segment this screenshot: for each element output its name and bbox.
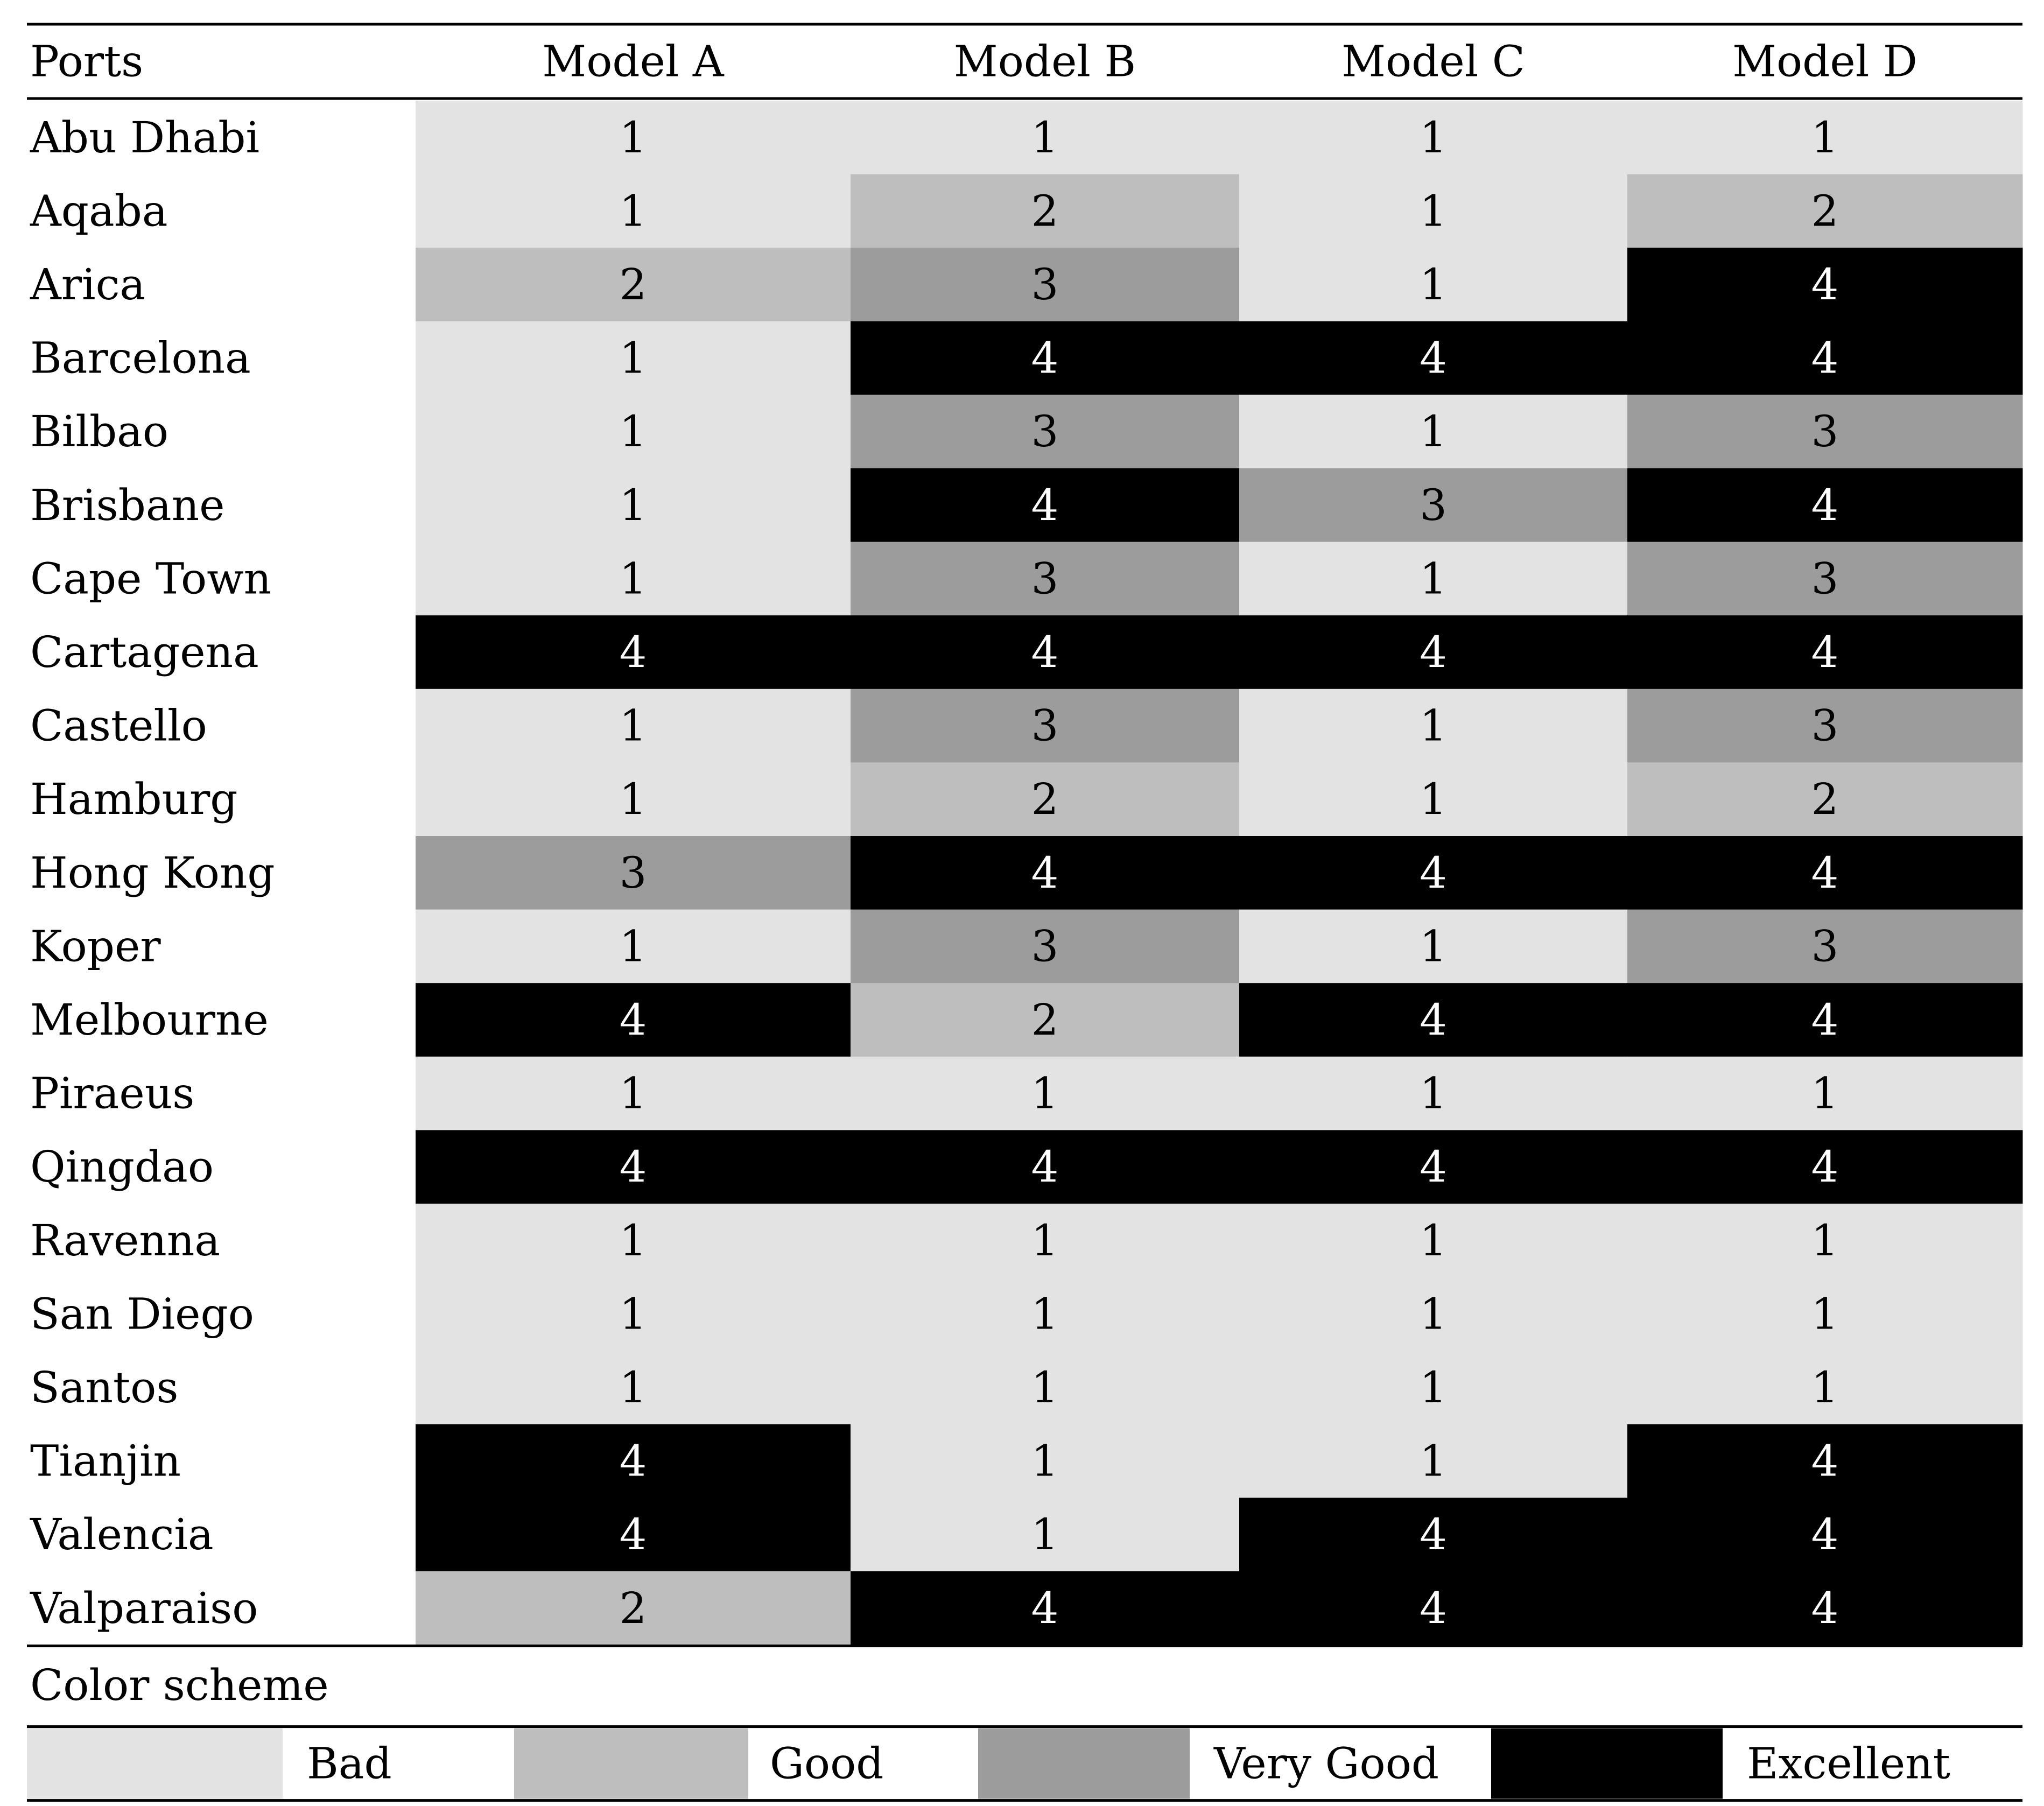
heatmap-cell-value: 1 [1420, 1436, 1447, 1486]
heatmap-cell-value: 4 [619, 1142, 647, 1192]
row-label-tianjin: Tianjin [30, 1436, 181, 1486]
row-label-brisbane: Brisbane [30, 480, 225, 530]
header-model-c: Model C [1341, 36, 1525, 87]
row-label-valencia: Valencia [30, 1509, 214, 1560]
heatmap-cell-value: 1 [619, 774, 647, 825]
heatmap-cell-value: 1 [1031, 112, 1059, 163]
heatmap-cell-value: 4 [1811, 847, 1839, 898]
legend-label-excellent: Excellent [1747, 1738, 1950, 1789]
heatmap-cell-value: 1 [619, 553, 647, 604]
heatmap-cell-value: 1 [1420, 553, 1447, 604]
heatmap-cell-value: 4 [1031, 1142, 1059, 1192]
heatmap-cell-value: 4 [1811, 627, 1839, 677]
row-label-aqaba: Aqaba [30, 186, 168, 236]
heatmap-cell-value: 1 [1031, 1362, 1059, 1413]
heatmap-cell-value: 1 [619, 1362, 647, 1413]
heatmap-cell-value: 1 [619, 406, 647, 457]
heatmap-cell-value: 1 [1811, 112, 1839, 163]
heatmap-cell-value: 4 [619, 1509, 647, 1560]
heatmap-cell-value: 2 [1031, 774, 1059, 825]
row-label-hong-kong: Hong Kong [30, 847, 275, 898]
row-label-santos: Santos [30, 1362, 179, 1413]
row-label-piraeus: Piraeus [30, 1068, 195, 1119]
heatmap-cell-value: 4 [1031, 1583, 1059, 1633]
heatmap-cell-value: 3 [1031, 406, 1059, 457]
row-label-qingdao: Qingdao [30, 1142, 214, 1192]
heatmap-cell-value: 4 [1420, 995, 1447, 1045]
heatmap-cell-value: 3 [1811, 700, 1839, 751]
row-label-hamburg: Hamburg [30, 774, 238, 825]
heatmap-cell-value: 1 [1420, 921, 1447, 972]
heatmap-cell-value: 1 [619, 921, 647, 972]
heatmap-cell-value: 1 [1811, 1362, 1839, 1413]
legend-label-bad: Bad [307, 1738, 392, 1789]
row-label-arica: Arica [30, 259, 146, 310]
heatmap-cell-value: 4 [1031, 627, 1059, 677]
legend-swatch-good [514, 1728, 748, 1799]
row-label-cape-town: Cape Town [30, 553, 272, 604]
heatmap-cell-value: 3 [1031, 921, 1059, 972]
heatmap-cell-value: 1 [1031, 1215, 1059, 1266]
heatmap-cell-value: 1 [1420, 1362, 1447, 1413]
heatmap-cell-value: 1 [619, 1068, 647, 1119]
heatmap-cell-value: 1 [619, 1215, 647, 1266]
heatmap-cell-value: 4 [1811, 995, 1839, 1045]
table-top-rule [27, 23, 2022, 26]
heatmap-cell-value: 1 [1420, 112, 1447, 163]
heatmap-cell-value: 1 [1420, 774, 1447, 825]
heatmap-cell-value: 1 [1031, 1068, 1059, 1119]
heatmap-cell-value: 1 [1031, 1289, 1059, 1339]
heatmap-cell-value: 2 [1031, 186, 1059, 236]
heatmap-cell-value: 3 [619, 847, 647, 898]
heatmap-cell-value: 4 [1031, 480, 1059, 530]
heatmap-cell-value: 2 [619, 259, 647, 310]
heatmap-cell-value: 2 [619, 1583, 647, 1633]
heatmap-cell-value: 4 [619, 627, 647, 677]
heatmap-cell-value: 4 [1420, 1583, 1447, 1633]
heatmap-cell-value: 2 [1031, 995, 1059, 1045]
heatmap-cell-value: 1 [619, 333, 647, 383]
header-bottom-rule [27, 97, 2022, 100]
heatmap-cell-value: 2 [1811, 186, 1839, 236]
row-label-barcelona: Barcelona [30, 333, 251, 383]
row-label-koper: Koper [30, 921, 161, 972]
heatmap-cell-value: 1 [619, 480, 647, 530]
heatmap-cell-value: 1 [1811, 1068, 1839, 1119]
heatmap-cell-value: 1 [1031, 1509, 1059, 1560]
legend-title: Color scheme [30, 1660, 329, 1711]
heatmap-cell-value: 4 [1420, 627, 1447, 677]
heatmap-cell-value: 1 [619, 186, 647, 236]
heatmap-cell-value: 3 [1031, 700, 1059, 751]
heatmap-cell-value: 4 [1420, 1142, 1447, 1192]
legend-bottom-rule [27, 1799, 2022, 1802]
row-label-abu-dhabi: Abu Dhabi [30, 112, 260, 163]
table-bottom-rule [27, 1645, 2022, 1647]
row-label-bilbao: Bilbao [30, 406, 169, 457]
row-label-san-diego: San Diego [30, 1289, 254, 1339]
heatmap-cell-value: 4 [1811, 1509, 1839, 1560]
legend-swatch-excellent [1491, 1728, 1723, 1799]
heatmap-cell-value: 3 [1031, 259, 1059, 310]
heatmap-cell-value: 4 [1811, 259, 1839, 310]
heatmap-cell-value: 2 [1811, 774, 1839, 825]
heatmap-cell-value: 4 [1420, 847, 1447, 898]
heatmap-cell-value: 1 [1811, 1215, 1839, 1266]
heatmap-cell-value: 4 [1031, 333, 1059, 383]
header-model-d: Model D [1732, 36, 1917, 87]
heatmap-cell-value: 4 [1811, 480, 1839, 530]
heatmap-cell-value: 4 [1811, 1436, 1839, 1486]
heatmap-cell-value: 3 [1811, 553, 1839, 604]
row-label-ravenna: Ravenna [30, 1215, 221, 1266]
legend-swatch-very-good [978, 1728, 1190, 1799]
row-label-melbourne: Melbourne [30, 995, 269, 1045]
heatmap-cell-value: 3 [1031, 553, 1059, 604]
header-model-b: Model B [953, 36, 1136, 87]
heatmap-cell-value: 1 [619, 1289, 647, 1339]
heatmap-cell-value: 1 [1420, 1289, 1447, 1339]
heatmap-cell-value: 1 [1031, 1436, 1059, 1486]
heatmap-cell-value: 1 [1420, 406, 1447, 457]
heatmap-cell-value: 3 [1811, 406, 1839, 457]
heatmap-cell-value: 4 [1811, 1583, 1839, 1633]
row-label-castello: Castello [30, 700, 207, 751]
heatmap-cell-value: 3 [1811, 921, 1839, 972]
heatmap-cell-value: 4 [1811, 333, 1839, 383]
heatmap-cell-value: 3 [1420, 480, 1447, 530]
header-ports: Ports [30, 36, 144, 87]
legend-label-good: Good [770, 1738, 884, 1789]
heatmap-cell-value: 1 [619, 700, 647, 751]
heatmap-cell-value: 4 [1420, 333, 1447, 383]
row-label-cartagena: Cartagena [30, 627, 259, 677]
heatmap-cell-value: 1 [1420, 186, 1447, 236]
heatmap-cell-value: 1 [1420, 700, 1447, 751]
heatmap-cell-value: 1 [1811, 1289, 1839, 1339]
heatmap-cell-value: 1 [619, 112, 647, 163]
legend-top-rule [27, 1725, 2022, 1728]
heatmap-cell-value: 4 [1811, 1142, 1839, 1192]
heatmap-cell-value: 1 [1420, 1215, 1447, 1266]
legend-swatch-bad [27, 1728, 283, 1799]
heatmap-cell-value: 4 [1031, 847, 1059, 898]
heatmap-cell-value: 1 [1420, 1068, 1447, 1119]
header-model-a: Model A [542, 36, 724, 87]
heatmap-cell-value: 1 [1420, 259, 1447, 310]
heatmap-cell-value: 4 [619, 1436, 647, 1486]
row-label-valparaiso: Valparaiso [30, 1583, 258, 1633]
heatmap-cell-value: 4 [619, 995, 647, 1045]
legend-label-very-good: Very Good [1214, 1738, 1439, 1789]
heatmap-cell-value: 4 [1420, 1509, 1447, 1560]
